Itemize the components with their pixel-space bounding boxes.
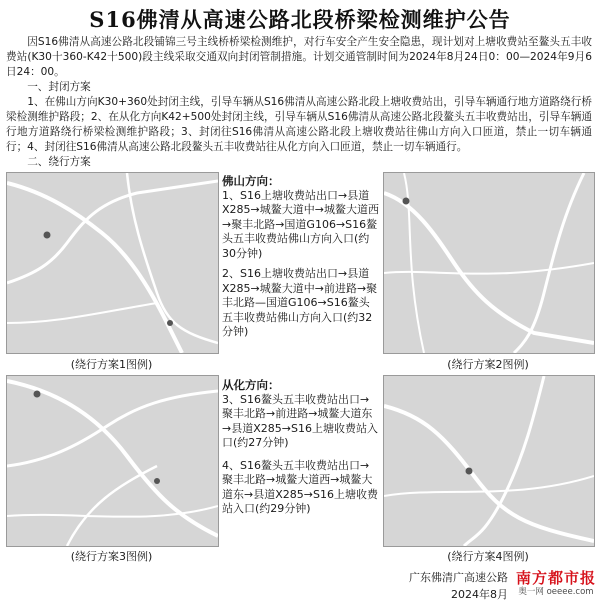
map-2-caption: (绕行方案2图例)	[447, 358, 529, 371]
map-4-caption: (绕行方案4图例)	[447, 550, 529, 563]
section2-heading: 二、绕行方案	[27, 156, 91, 168]
conghua-direction-routes	[222, 378, 380, 517]
route-4-text: 4、S16鳌头五丰收费站出口→聚丰北路→城鳌大道西→城鳌大道东→县道X285→S16上塘收费站入口(约29分钟)	[222, 458, 378, 515]
notice-title: S16佛清从高速公路北段桥梁检测维护公告	[89, 7, 511, 32]
newspaper-logo	[512, 568, 600, 596]
logo-main-text: 南方都市报	[515, 569, 596, 587]
detour-map-2	[383, 172, 595, 354]
map-3-caption: (绕行方案3图例)	[70, 550, 153, 563]
detour-map-3	[6, 375, 219, 547]
route-2-text: 2、S16上塘收费站出口→县道X285→城鳌大道中→前进路→聚丰北路—国道G106→S16鳌头五丰收费站佛山方向入口(约32分钟)	[222, 267, 378, 338]
foshan-direction-heading: 佛山方向：	[222, 174, 280, 188]
section1-heading: 一、封闭方案	[27, 81, 91, 93]
foshan-direction-routes	[222, 174, 380, 340]
map-1-roads	[7, 173, 218, 353]
section1-text: 1、在佛山方向K30+360处封闭主线，引导车辆从S16佛清从高速公路北段上塘收费站出，引导车辆通行地方道路绕行桥梁检测维护路段；2、在从化方向K42+500处封闭主线，引导车辆从S16佛清从高速公路北段鳌头五丰收费站出，引导车辆通行地方道路绕行桥梁检测维护路段；3、封闭往S16佛清从高速公路北段上塘收费站往佛山方向入口匝道，禁止一切车辆通行；4、封闭往S16佛清从高速公路北段鳌头五丰收费站往从化方向入口匝道，禁止一切车辆通行。	[6, 96, 592, 153]
map-4-roads	[384, 376, 594, 546]
footer-organization: 广东佛清广高速公路	[409, 571, 508, 584]
route-3-text: 3、S16鳌头五丰收费站出口→聚丰北路→前进路→城鳌大道东→县道X285→S16上塘收费站入口(约27分钟)	[222, 392, 378, 449]
notice-body	[6, 35, 592, 170]
detour-map-4	[383, 375, 595, 547]
logo-sub-text: 奥一网 oeeee.com	[518, 587, 594, 597]
footer-date: 2024年8月	[451, 588, 508, 601]
map-3-roads	[7, 376, 218, 546]
intro-paragraph: 因S16佛清从高速公路北段铺锦三号主线桥桥梁检测维护，对行车安全产生安全隐患，现计划对上塘收费站至鳌头五丰收费站(K30十360-K42十500)段主线采取交通双向封闭管制措施。计划交通管制时间为2024年8月24日0：00—2024年9月6日24：00。	[6, 36, 592, 78]
map-2-roads	[384, 173, 594, 353]
detour-map-1	[6, 172, 219, 354]
route-1-text: 1、S16上塘收费站出口→县道X285→城鳌大道中→城鳌大道西→聚丰北路→国道G106→S16鳌头五丰收费站佛山方向入口(约30分钟)	[222, 188, 379, 260]
map-1-caption: (绕行方案1图例)	[70, 358, 153, 371]
conghua-direction-heading: 从化方向：	[222, 378, 280, 392]
